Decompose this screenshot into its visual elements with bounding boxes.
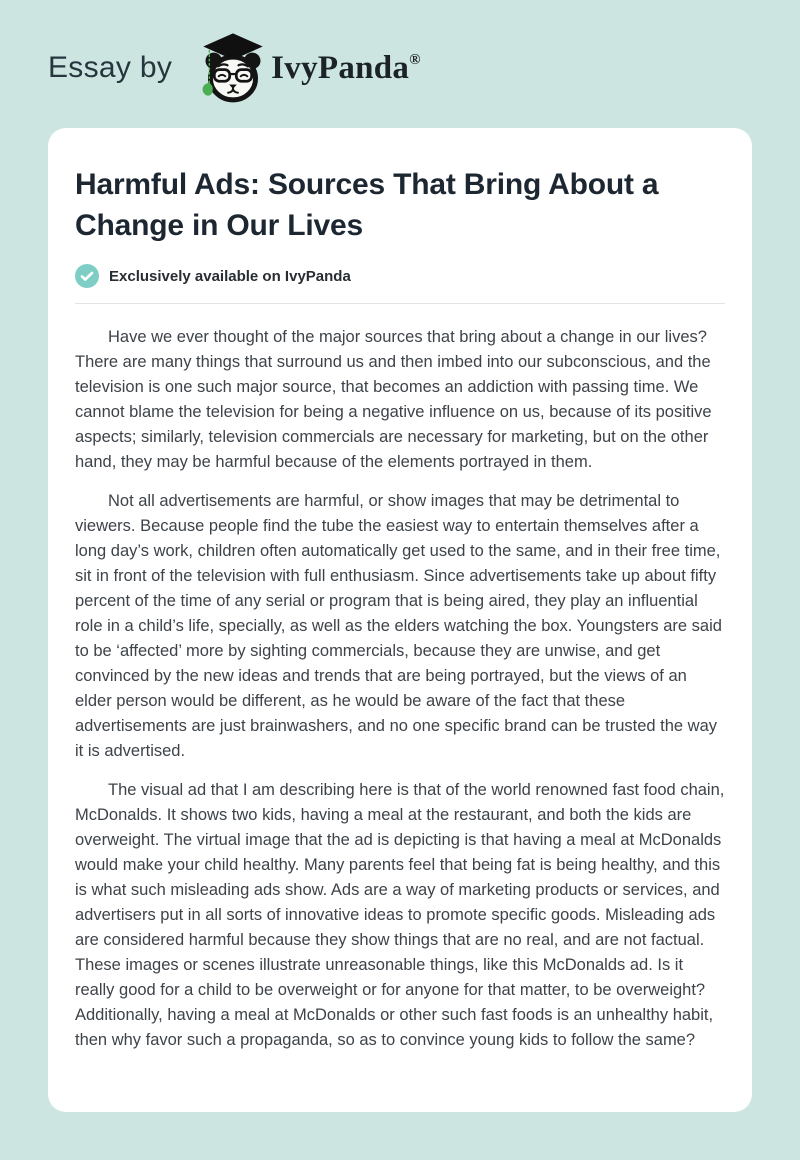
essay-card	[48, 128, 752, 1112]
header-prefix: Essay by	[48, 51, 173, 84]
exclusive-badge-label: Exclusively available on IvyPanda	[109, 267, 351, 285]
essay-paragraph-3: The visual ad that I am describing here is that of the world renowned fast food chain, McDonalds. It shows two kids, having a meal at the restaurant, and both the kids are overweight. The virtual image that the ad is depicting is that having a meal at McDonalds would make your child healthy. Many parents feel that being fat is being healthy, and this is what such misleading ads show. Ads are a way of marketing products or services, and advertisers put in all sorts of innovative ideas to promote specific goods. Misleading ads are considered harmful because they show things that are no real, and are not factual. These images or scenes illustrate unreasonable things, like this McDonalds ad. Is it really good for a child to be overweight or for anyone for that matter, to be overweight? Additionally, having a meal at McDonalds or other such fast foods is an unhealthy habit, then why favor such a propaganda, so as to convince young kids to follow the same?	[75, 781, 725, 1049]
header	[0, 0, 800, 128]
essay-title: Harmful Ads: Sources That Bring About a Change in Our Lives	[75, 168, 659, 242]
divider	[75, 303, 725, 304]
exclusive-badge	[75, 264, 725, 288]
check-circle-icon	[75, 264, 99, 288]
brand-wordmark	[271, 50, 421, 87]
brand-name: IvyPanda	[271, 49, 410, 86]
essay-paragraph-2: Not all advertisements are harmful, or show images that may be detrimental to viewers. Because people find the tube the easiest way to entertain themselves after a long day’s work, children often automatically get used to the same, and in their free time, sit in front of the television with full enthusiasm. Since advertisements take up about fifty percent of the time of any serial or program that is being aired, they play an influential role in a child’s life, specially, as well as the elders watching the box. Youngsters are said to be ‘affected’ more by sighting commercials, because they are unwise, and get convinced by the new ideas and trends that are being portrayed, but the views of an elder person would be different, as he would be aware of the fact that these advertisements are just brainwashers, and no one specific brand can be trusted the way it is advertised.	[75, 492, 722, 760]
panda-graduation-icon	[200, 30, 266, 106]
registered-trademark: ®	[409, 51, 421, 68]
essay-paragraph-1: Have we ever thought of the major sources that bring about a change in our lives? There are many things that surround us and then imbed into our subconscious, and the television is one such major source, that becomes an addiction with passing time. We cannot blame the television for being a negative influence on us, because of its positive aspects; similarly, television commercials are necessary for marketing, but on the other hand, they may be harmful because of the elements portrayed in them.	[75, 328, 712, 471]
ivypanda-logo	[200, 30, 421, 106]
